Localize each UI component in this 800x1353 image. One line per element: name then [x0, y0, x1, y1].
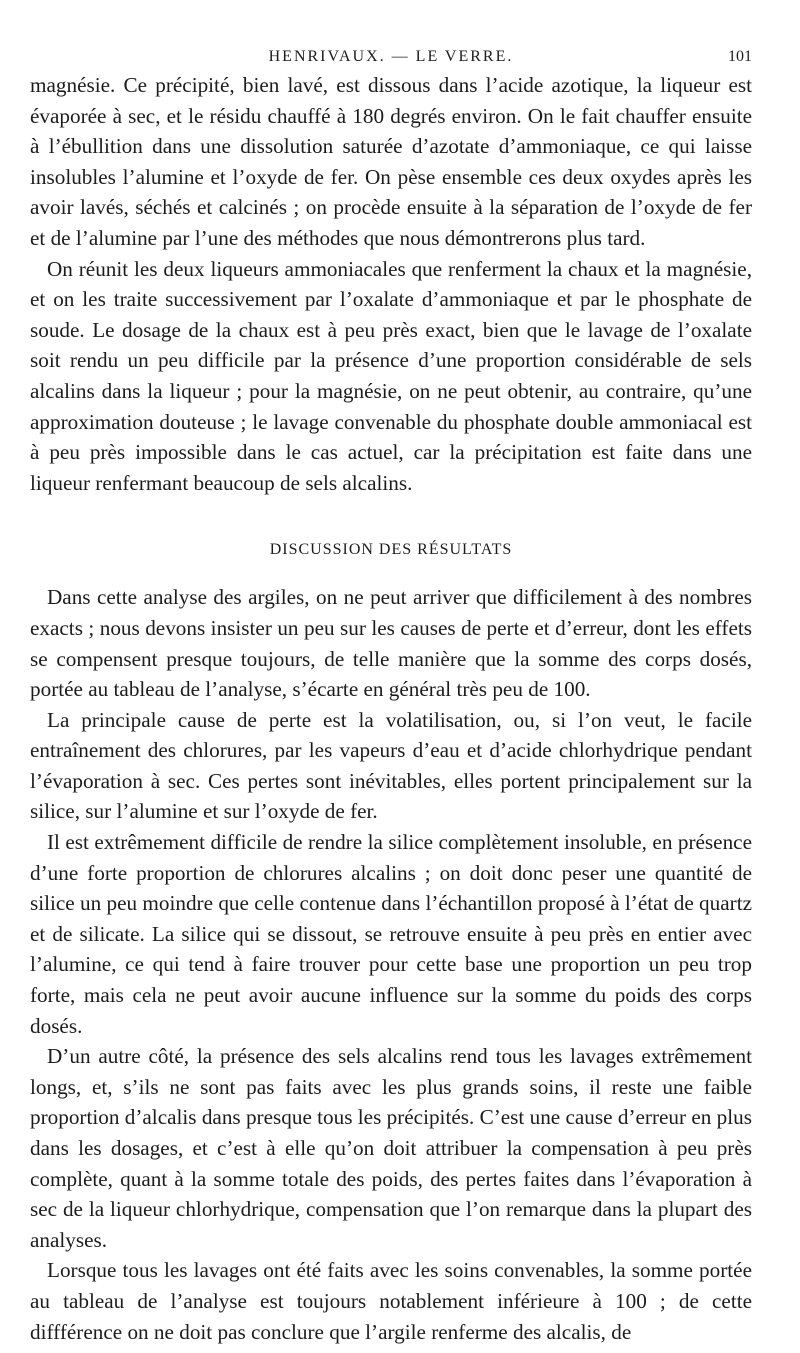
paragraph: Lorsque tous les lavages ont été faits avec les soins convenables, la somme portée au tableau de l’analyse est toujours notablement inférieure à 100 ; de cette diffférence on ne doit pas conclure que l’argile renferme des alcalis, de: [30, 1258, 752, 1344]
paragraph: Il est extrêmement difficile de rendre la silice complètement insoluble, en présence d’une forte proportion de chlorures alcalins ; on doit donc peser une quantité de silice un peu moindre que celle contenue dans l’échantillon proposé à l’état de quartz et de silicate. La silice qui se dissout, se retrouve ensuite à peu près en entier avec l’alumine, ce qui tend à faire trouver pour cette base une proportion un peu trop forte, mais cela ne peut avoir aucune influence sur la somme du poids des corps dosés.: [30, 830, 752, 1038]
paragraph: On réunit les deux liqueurs ammoniacales que renferment la chaux et la magnésie, et on les traite successivement par l’oxalate d’ammoniaque et par le phosphate de soude. Le dosage de la chaux est à peu près exact, bien que le lavage de l’oxalate soit rendu un peu difficile par la présence d’une proportion considérable de sels alcalins dans la liqueur ; pour la magnésie, on ne peut obtenir, au contraire, qu’une approximation douteuse ; le lavage convenable du phosphate double ammoniacal est à peu près impossible dans le cas actuel, car la précipitation est faite dans une liqueur renfermant beaucoup de sels alcalins.: [30, 256, 752, 495]
section-heading: DISCUSSION DES RÉSULTATS: [269, 541, 513, 559]
body-text: [30, 70, 752, 1347]
book-page: [30, 40, 752, 1344]
paragraph: D’un autre côté, la présence des sels alcalins rend tous les lavages extrêmement longs, et, s’ils ne sont pas faits avec les plus grands soins, il reste une faible proportion d’alcalis dans presque tous les précipités. C’est une cause d’erreur en plus dans les dosages, et c’est à elle qu’on doit attribuer la compensation à peu près complète, quant à la somme totale des poids, des pertes faites dans l’évaporation à sec de la liqueur chlorhydrique, compensation que l’on remarque dans la plupart des analyses.: [30, 1044, 752, 1252]
running-head: [30, 40, 752, 70]
paragraph: La principale cause de perte est la volatilisation, ou, si l’on veut, le facile entraînement des chlorures, par les vapeurs d’eau et d’acide chlorhydrique pendant l’évaporation à sec. Ces pertes sont inévitables, elles portent principalement sur la silice, sur l’alumine et sur l’oxyde de fer.: [30, 707, 752, 824]
page-number: 101: [728, 48, 752, 65]
paragraph: magnésie. Ce précipité, bien lavé, est dissous dans l’acide azotique, la liqueur est évaporée à sec, et le résidu chauffé à 180 degrés environ. On le fait chauffer ensuite à l’ébullition dans une dissolution saturée d’azotate d’ammoniaque, ce qui laisse insolubles l’alumine et l’oxyde de fer. On pèse ensemble ces deux oxydes après les avoir lavés, séchés et calcinés ; on procède ensuite à la séparation de l’oxyde de fer et de l’alumine par l’une des méthodes que nous démontrerons plus tard.: [30, 73, 752, 250]
paragraph: Dans cette analyse des argiles, on ne peut arriver que difficilement à des nombres exacts ; nous devons insister un peu sur les causes de perte et d’erreur, dont les effets se compensent presque toujours, de telle manière que la somme des corps dosés, portée au tableau de l’analyse, s’écarte en général très peu de 100.: [30, 585, 752, 702]
running-title: HENRIVAUX. — LE VERRE.: [268, 48, 514, 65]
